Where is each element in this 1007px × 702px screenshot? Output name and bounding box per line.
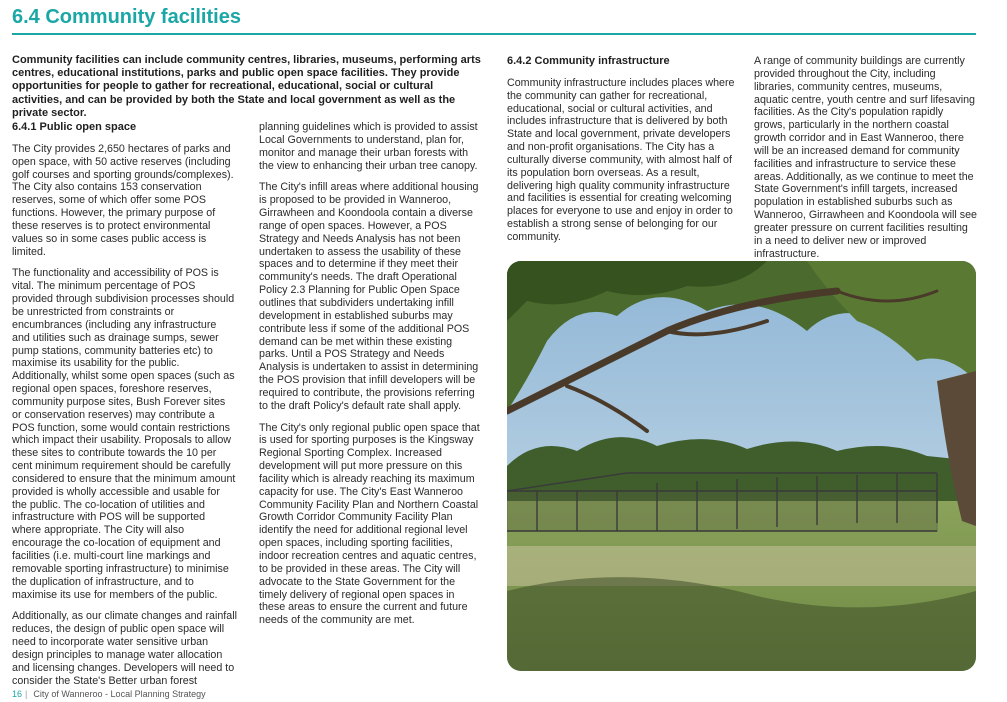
- pos-paragraph-6: The City's only regional public open space that is used for sporting purposes is the Kingsway Regional Sporting Complex. Increased development will put more pressure on this facility which is already reaching its maximum capacity for use. The City's East Wanneroo Community Facility Plan and Northern Coastal Growth Corridor Community Facility Plan identify the need for additional regional level open spaces, including sporting facilities, indoor recreation centres and aquatic centres, to be provided in these areas. The City will advocate to the State Government for the timely delivery of regional open spaces in these areas to ensure the current and future needs of the community are met.: [259, 421, 480, 627]
- column-3: [507, 55, 735, 253]
- page-footer: [12, 689, 206, 699]
- page-title: 6.4 Community facilities: [12, 6, 241, 28]
- column-4: [754, 55, 977, 270]
- page-number: 16: [12, 689, 23, 699]
- footer-doc-title: City of Wanneroo - Local Planning Strategy: [33, 689, 206, 699]
- pos-paragraph-2: The functionality and accessibility of POS is vital. The minimum percentage of POS provided through subdivision processes should be unrestricted from constraints or encumbrances (including any infrastructure and utilities such as drainage sumps, sewer pump stations, community batteries etc) to maximise its usability for the public. Additionally, whilst some open spaces (such as regional open spaces, foreshore reserves, community purpose sites, Bush Forever sites or conservation reserves) may contribute a POS function, some would contain restrictions which impact their usability. Proposals to allow these sites to contribute towards the 10 per cent minimum requirement should be carefully considered to ensure that the minimum amount provided is wholly accessible and usable for the public. The co-location of utilities and infrastructure with POS will be supported where appropriate. The City will also encourage the co-location of equipment and facilities (i.e. multi-court line markings and removable sporting infrastructure) to minimise the duplication of infrastructure, and to maximise its use for members of the public.: [12, 267, 236, 601]
- infra-heading: 6.4.2 Community infrastructure: [507, 55, 670, 67]
- pos-paragraph-3: Additionally, as our climate changes and rainfall reduces, the design of public open space will need to incorporate water sensitive urban design principles to manage water allocation and licensing changes. Developers will need to consider the State's Better urban forest: [12, 610, 237, 687]
- infra-paragraph-1: Community infrastructure includes places where the community can gather for recreational, educational, social or cultural activities, and includes infrastructure that is delivered by both State and local government, private developers and non-profit organisations. The City has a culturally diverse community, with almost half of its population born overseas. As a result, delivering high quality community infrastructure and facilities is essential for creating welcoming places for everyone to use and enjoy in order to establish a strong sense of belonging for our community.: [507, 76, 735, 243]
- infra-paragraph-2: A range of community buildings are currently provided throughout the City, including libraries, community centres, museums, aquatic centre, youth centre and surf lifesaving facilities. As the City's population rapidly grows, particularly in the northern coastal growth corridor and in East Wanneroo, there will be an increased demand for community facilities and infrastructure to service these areas. Additionally, as we continue to meet the State Government's infill targets, increased population in established suburbs such as Wanneroo, Girrawheen and Koondoola will see greater pressure on current facilities resulting in a need to deliver new or improved infrastructure.: [754, 55, 977, 260]
- pos-paragraph-4: planning guidelines which is provided to assist Local Governments to understand, plan for, monitor and manage their urban forests with the view to enhancing their urban tree canopy.: [259, 121, 478, 172]
- footer-separator: |: [25, 689, 28, 699]
- pos-paragraph-1: The City provides 2,650 hectares of parks and open space, with 50 active reserves (including golf courses and sporting grounds/complexes). The City also contains 153 conservation reserves, some of which offer some POS functions. However, the primary purpose of these reserves is to protect environmental values so in some cases public access is limited.: [12, 142, 234, 258]
- column-2: [259, 121, 482, 636]
- intro-paragraph: Community facilities can include community centres, libraries, museums, performing arts centres, educational institutions, parks and public open space facilities. They provide opportunities for people to gather for recreational, educational, social or cultural activities, and can be provided by both the State and local government as well as the private sector.: [12, 54, 481, 119]
- pos-heading: 6.4.1 Public open space: [12, 121, 137, 133]
- column-1: [12, 121, 237, 696]
- park-photo: [507, 261, 976, 671]
- title-rule: [12, 33, 976, 35]
- pos-paragraph-5: The City's infill areas where additional housing is proposed to be provided in Wanneroo, Girrawheen and Koondoola contain a diverse range of open spaces. However, a POS Strategy and Needs Analysis has not been undertaken to assess the usability of these spaces and to determine if they meet their community's needs. The draft Operational Policy 2.3 Planning for Public Open Space outlines that subdividers undertaking infill development in established suburbs may contribute less if some of the additional POS demand can be met within these existing parks. Until a POS Strategy and Needs Analysis is undertaken to assist in determining the POS provision that infill developers will be required to contribute, the provisions referring to the draft Policy's default rate shall apply.: [259, 181, 479, 412]
